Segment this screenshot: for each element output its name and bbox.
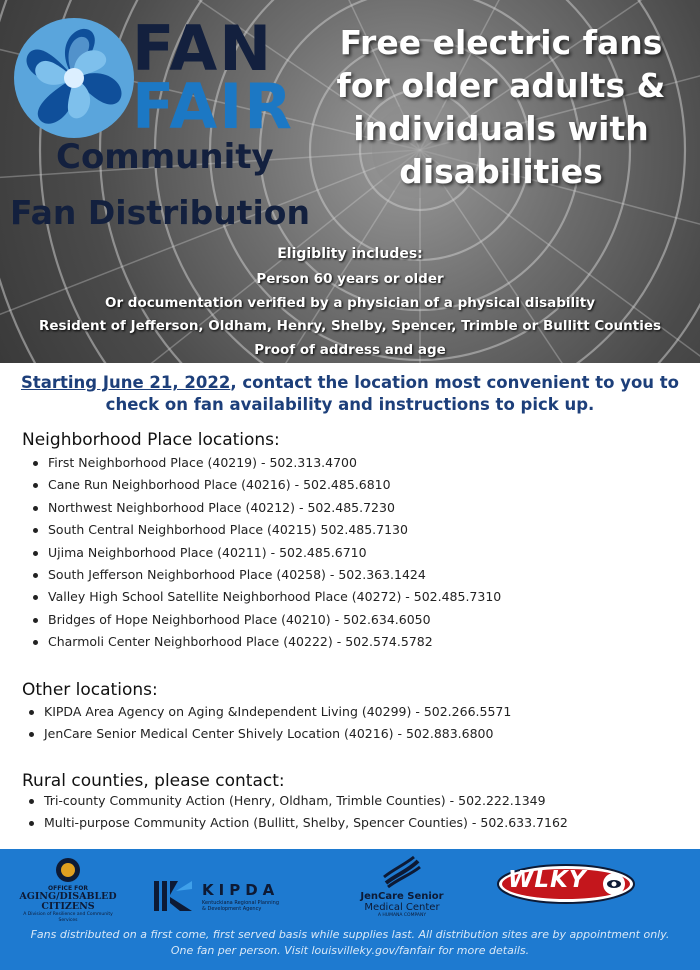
eligibility-title: Eligiblity includes: — [277, 246, 423, 262]
start-date: Starting June 21, 2022 — [20, 373, 231, 392]
headline: Free electric fans for older adults & individuals with disabilities — [336, 23, 666, 191]
sponsor-footer — [0, 849, 700, 970]
location-item: Valley High School Satellite Neighborhood Place (40272) - 502.485.7310 — [30, 586, 501, 608]
sponsor-aging-logo — [18, 857, 118, 924]
sponsor-kipda-sub1: Kentuckiana Regional Planning — [202, 900, 280, 906]
neighborhood-title: Neighborhood Place locations: — [22, 430, 280, 450]
footer-note-line1: Fans distributed on a first come, first served basis while supplies last. All distribution sites are by appointment only. — [30, 928, 670, 941]
sponsor-jencare-logo — [352, 855, 452, 919]
fan-logo-icon — [10, 14, 138, 142]
kipda-mark-icon — [152, 879, 196, 915]
start-instructions: , contact the location most convenient to you to check on fan availability and instructions to pick up. — [105, 373, 680, 414]
sponsor-kipda-sub2: & Development Agency — [202, 906, 262, 912]
jencare-swirl-icon — [382, 855, 422, 891]
rural-title: Rural counties, please contact: — [22, 771, 285, 791]
location-item: Bridges of Hope Neighborhood Place (40210) - 502.634.6050 — [30, 609, 501, 631]
location-item: First Neighborhood Place (40219) - 502.313.4700 — [30, 452, 501, 474]
location-item: Multi-purpose Community Action (Bullitt, Shelby, Spencer Counties) - 502.633.7162 — [26, 812, 568, 834]
location-item: Ujima Neighborhood Place (40211) - 502.485.6710 — [30, 542, 501, 564]
logo-fan-distribution: Fan Distribution — [10, 193, 310, 232]
sponsor-kipda-name: KIPDA — [202, 881, 280, 899]
eligibility-item: Resident of Jefferson, Oldham, Henry, Shelby, Spencer, Trimble or Bullitt Counties — [38, 318, 662, 334]
location-item: South Jefferson Neighborhood Place (40258) - 502.363.1424 — [30, 564, 501, 586]
location-item: Cane Run Neighborhood Place (40216) - 502.485.6810 — [30, 474, 501, 496]
footer-note-line2: One fan per person. Visit louisvilleky.gov/fanfair for more details. — [170, 944, 530, 957]
location-item: Northwest Neighborhood Place (40212) - 502.485.7230 — [30, 497, 501, 519]
neighborhood-list — [30, 452, 501, 654]
rural-list — [26, 790, 568, 835]
sponsor-aging-main2: CITIZENS — [41, 901, 95, 912]
location-item: Charmoli Center Neighborhood Place (40222) - 502.574.5782 — [30, 631, 501, 653]
sponsor-aging-small: OFFICE FOR — [48, 885, 88, 892]
hero-banner — [0, 0, 700, 363]
sponsor-aging-main: AGING/DISABLED — [19, 891, 117, 902]
sponsor-aging-sub: A Division of Resilience and Community Services — [23, 912, 113, 923]
logo-community: Community — [56, 137, 274, 177]
eligibility-list — [0, 268, 700, 362]
location-item: Tri-county Community Action (Henry, Oldham, Trimble Counties) - 502.222.1349 — [26, 790, 568, 812]
logo-fan-word: FAN — [132, 12, 274, 85]
seal-icon — [55, 857, 81, 883]
other-title: Other locations: — [22, 680, 158, 700]
sponsor-jencare-sub: A HUMANA COMPANY — [377, 913, 427, 918]
footer-note — [0, 927, 700, 959]
sponsor-jencare-name: JenCare Senior — [360, 891, 444, 902]
location-item: JenCare Senior Medical Center Shively Location (40216) - 502.883.6800 — [26, 723, 511, 745]
eligibility-item: Person 60 years or older — [256, 271, 444, 287]
sponsor-wlky-logo — [496, 863, 636, 905]
other-list — [26, 701, 511, 746]
eligibility-item: Proof of address and age — [254, 341, 446, 358]
eligibility-item: Or documentation verified by a physician of a physical disability — [104, 294, 596, 311]
logo-fair-word: FAIR — [132, 70, 295, 143]
location-item: South Central Neighborhood Place (40215) 502.485.7130 — [30, 519, 501, 541]
location-item: KIPDA Area Agency on Aging &Independent Living (40299) - 502.266.5571 — [26, 701, 511, 723]
sponsor-jencare-name2: Medical Center — [364, 902, 440, 913]
sponsor-wlky-name: WLKY — [508, 867, 587, 893]
start-notice — [20, 372, 680, 416]
